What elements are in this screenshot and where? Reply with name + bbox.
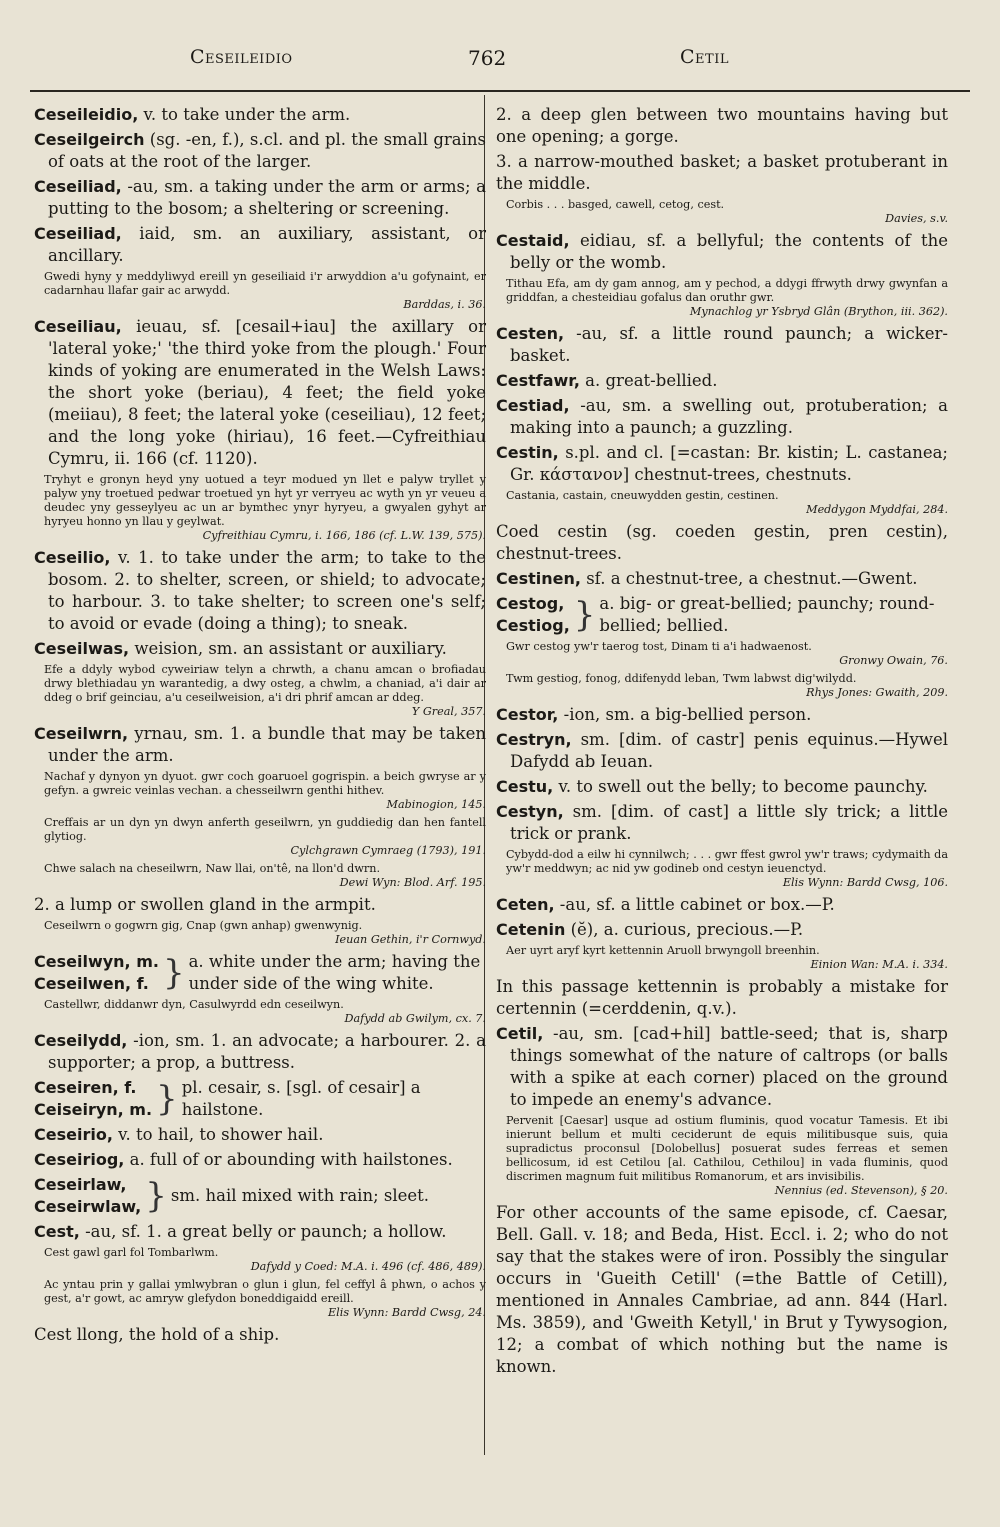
headword: Ceseilwen, f.	[34, 974, 149, 993]
headword: Cestryn,	[496, 730, 572, 749]
headword: Cestiog,	[496, 616, 570, 635]
quote-source: Elis Wynn: Bardd Cwsg, 106.	[782, 876, 948, 889]
dictionary-entry	[496, 894, 948, 916]
dictionary-entry	[496, 1023, 948, 1111]
headword: Cest,	[34, 1222, 80, 1241]
paired-headwords	[34, 1077, 152, 1121]
definition: -au, sf. a little round paunch; a wicker-basket.	[510, 324, 948, 365]
headword: Cestfawr,	[496, 371, 580, 390]
quote-text: Corbis . . . basged, cawell, cetog, cest.	[506, 198, 725, 211]
quote-source: Mabinogion, 145.	[386, 798, 486, 811]
dictionary-entry	[496, 776, 948, 798]
definition: yrnau, sm. 1. a bundle that may be taken under the arm.	[48, 724, 486, 765]
quote-source: Barddas, i. 36.	[403, 298, 486, 311]
definition: -au, sm. a swelling out, protuberation; a making into a paunch; a guzzling.	[510, 396, 948, 437]
brace: }	[573, 595, 596, 635]
quote-text: Ac yntau prin y gallai ymlwybran o glun i glun, fel ceffyl â phwn, o achos y gest, a'r gowt, ac amryw glefydon boneddigaidd ereill.	[44, 1278, 486, 1305]
definition: -au, sf. 1. a great belly or paunch; a hollow.	[79, 1222, 447, 1241]
citation-quote	[506, 198, 948, 226]
dictionary-entry	[34, 547, 486, 635]
headword: Cestor,	[496, 705, 559, 724]
quote-source: Dewi Wyn: Blod. Arf. 195.	[339, 876, 486, 889]
quote-text: Efe a ddyly wybod cyweiriaw telyn a chrwth, a chanu amcan o brofiadau drwy blethiadau yn warantedig, a dwy osteg, a chwlm, a chaniad, a'i dair ar ddeg o brif geinciau, a'u ceseilweision, a'i dri phrif amcan ar ddeg.	[44, 663, 486, 704]
quote-source: Elis Wynn: Bardd Cwsg, 24.	[328, 1306, 486, 1319]
quote-source: Meddygon Myddfai, 284.	[806, 503, 948, 516]
headword: Ceseilwyn, m.	[34, 952, 159, 971]
dictionary-entry	[496, 395, 948, 439]
headword: Ceseiliau,	[34, 317, 122, 336]
paragraph: In this passage kettennin is probably a mistake for certennin (=cerddenin, q.v.).	[496, 977, 948, 1018]
headword: Ceseiriog,	[34, 1150, 125, 1169]
quote-text: Castellwr, diddanwr dyn, Casulwyrdd edn ceseilwyn.	[44, 998, 344, 1011]
headword: Ceseilydd,	[34, 1031, 128, 1050]
headword: Ceseilwas,	[34, 639, 130, 658]
headword: Cestinen,	[496, 569, 581, 588]
definition: v. 1. to take under the arm; to take to the bosom. 2. to shelter, screen, or shield; to advocate; to harbour. 3. to take shelter; to screen one's self; to avoid or evade (doing a thing); to sneak.	[48, 548, 486, 633]
definition: -ion, sm. 1. an advocate; a harbourer. 2. a supporter; a prop, a buttress.	[48, 1031, 486, 1072]
quote-text: Tryhyt e gronyn heyd yny uotued a teyr modued yn llet e palyw tryllet y palyw yny troetued pedwar troetued yn hyt yr verryeu ac wyth yn yr veueu a deudec yny gesseylyeu ac un ar bymthec ynyr hyryeu, a gwyalen gyhyt ar hyryeu honno yn llau y geylwat.	[44, 473, 486, 528]
paragraph: 2. a deep glen between two mountains having but one opening; a gorge.	[496, 105, 948, 146]
definition: -ion, sm. a big-bellied person.	[558, 705, 812, 724]
headword: Ceseilgeirch	[34, 130, 145, 149]
quote-source: Cyfreithiau Cymru, i. 166, 186 (cf. L.W. 139, 575).	[202, 529, 486, 542]
citation-quote	[506, 944, 948, 972]
quote-text: Nachaf y dynyon yn dyuot. gwr coch goaruoel gogrispin. a beich gwryse ar y gefyn. a gwreic veinlas vechan. a chesseilwrn genthi hithev.	[44, 770, 486, 797]
definition: a. great-bellied.	[579, 371, 718, 390]
right-column	[496, 104, 948, 1381]
headword: Cestin,	[496, 443, 559, 462]
quote-source: Mynachlog yr Ysbryd Glân (Brython, iii. 362).	[689, 305, 948, 318]
quote-source: Gronwy Owain, 76.	[839, 654, 948, 667]
headword: Ceten,	[496, 895, 555, 914]
definition: (sg. -en, f.), s.cl. and pl. the small grains of oats at the root of the larger.	[48, 130, 486, 171]
definition: -au, sf. a little cabinet or box.—P.	[554, 895, 835, 914]
headword: Cestog,	[496, 594, 565, 613]
paired-entry	[34, 1077, 486, 1121]
citation-quote	[44, 1278, 486, 1320]
quote-source: Y Greal, 357.	[411, 705, 486, 718]
dictionary-entry	[34, 1149, 486, 1171]
header-rule	[30, 90, 970, 92]
dictionary-entry	[34, 1221, 486, 1243]
citation-quote	[44, 862, 486, 890]
headword: Ceseirlaw,	[34, 1175, 127, 1194]
dictionary-entry	[34, 129, 486, 173]
quote-source: Nennius (ed. Stevenson), § 20.	[774, 1184, 948, 1197]
running-head-left: Ceseileidio	[190, 46, 293, 68]
paragraph: For other accounts of the same episode, cf. Caesar, Bell. Gall. v. 18; and Beda, Hist. Eccl. i. 2; who do not say that the stakes were of iron. Possibly the singular occurs in 'Gueith Cetill' (=the Battle of Cetill), mentioned in Annales Cambriae, ad ann. 844 (Harl. Ms. 3859), and 'Gweith Ketyll,' in Brut y Tywysogion, 12; a combat of which nothing but the name is known.	[496, 1203, 948, 1376]
definition: a. full of or abounding with hailstones.	[124, 1150, 453, 1169]
quote-text: Cybydd-dod a eilw hi cynnilwch; . . . gwr ffest gwrol yw'r traws; cydymaith da yw'r meddwyn; ac nid yw godineb ond cestyn ieuenctyd.	[506, 848, 948, 875]
quote-text: Gwr cestog yw'r taerog tost, Dinam ti a'i hadwaenost.	[506, 640, 812, 653]
quote-text: Twm gestiog, fonog, ddifenydd leban, Twm labwst dig'wilydd.	[506, 672, 857, 685]
quote-source: Rhys Jones: Gwaith, 209.	[806, 686, 948, 699]
page-number: 762	[468, 46, 507, 70]
headword: Ceseiren, f.	[34, 1078, 137, 1097]
paired-headwords	[496, 593, 570, 637]
definition: iaid, sm. an auxiliary, assistant, or ancillary.	[48, 224, 486, 265]
dictionary-entry	[34, 223, 486, 267]
brace: }	[156, 1079, 178, 1119]
headword: Cesten,	[496, 324, 565, 343]
dictionary-entry	[34, 1030, 486, 1074]
dictionary-entry	[34, 723, 486, 767]
quote-text: Chwe salach na cheseilwrn, Naw llai, on'tê, na llon'd dwrn.	[44, 862, 381, 875]
citation-quote	[44, 1246, 486, 1274]
paired-entry	[34, 951, 486, 995]
dictionary-entry	[496, 919, 948, 941]
headword: Ceiseiryn, m.	[34, 1100, 153, 1119]
definition: a. big- or great-bellied; paunchy; round-bellied; bellied.	[599, 594, 935, 635]
headword: Ceseilio,	[34, 548, 111, 567]
citation-quote	[44, 816, 486, 858]
brace: }	[162, 953, 185, 993]
headword: Ceseiliad,	[34, 177, 122, 196]
paired-headwords	[34, 1174, 141, 1218]
quote-text: Aer uyrt aryf kyrt kettennin Aruoll brwyngoll breenhin.	[506, 944, 820, 957]
paired-entry	[34, 1174, 486, 1218]
dictionary-entry	[496, 230, 948, 274]
citation-quote	[506, 489, 948, 517]
dictionary-entry	[34, 104, 486, 126]
definition: eidiau, sf. a bellyful; the contents of the belly or the womb.	[510, 231, 948, 272]
dictionary-entry	[496, 442, 948, 486]
dictionary-entry	[34, 316, 486, 470]
headword: Cetenin	[496, 920, 566, 939]
definition: weision, sm. an assistant or auxiliary.	[129, 639, 447, 658]
citation-quote	[44, 998, 486, 1026]
quote-text: Creffais ar un dyn yn dwyn anferth geseilwrn, yn guddiedig dan hen fantell glytiog.	[44, 816, 486, 843]
definition: v. to swell out the belly; to become paunchy.	[553, 777, 928, 796]
quote-text: Gwedi hyny y meddyliwyd ereill yn geseiliaid i'r arwyddion a'u gofynaint, er cadarnhau llafar gair ac arwydd.	[44, 270, 486, 297]
quote-source: Davies, s.v.	[885, 212, 948, 225]
headword: Cestiad,	[496, 396, 570, 415]
headword: Ceseileidio,	[34, 105, 139, 124]
paragraph: 2. a lump or swollen gland in the armpit.	[34, 895, 376, 914]
paired-entry	[496, 593, 948, 637]
headword: Ceseirio,	[34, 1125, 113, 1144]
citation-quote	[44, 270, 486, 312]
citation-quote	[506, 640, 948, 668]
quote-source: Dafydd ab Gwilym, cx. 7.	[344, 1012, 486, 1025]
citation-quote	[506, 277, 948, 319]
definition: sm. hail mixed with rain; sleet.	[170, 1186, 430, 1205]
quote-source: Ieuan Gethin, i'r Cornwyd.	[335, 933, 486, 946]
citation-quote	[506, 1114, 948, 1198]
dictionary-entry	[496, 323, 948, 367]
quote-text: Castania, castain, cneuwydden gestin, cestinen.	[506, 489, 779, 502]
definition: sm. [dim. of castr] penis equinus.—Hywel Dafydd ab Ieuan.	[510, 730, 948, 771]
headword: Cetil,	[496, 1024, 544, 1043]
definition: v. to take under the arm.	[138, 105, 351, 124]
paragraph: Cest llong, the hold of a ship.	[34, 1325, 280, 1344]
dictionary-entry	[34, 1124, 486, 1146]
headword: Ceseiliad,	[34, 224, 122, 243]
quote-text: Tithau Efa, am dy gam annog, am y pechod, a ddygi ffrwyth drwy gwynfan a griddfan, a chesteidiau gofalus dan oruthr gwr.	[506, 277, 948, 304]
quote-text: Pervenit [Caesar] usque ad ostium fluminis, quod vocatur Tamesis. Et ibi inierunt bellum et multi ceciderunt de equis militibusque suis, quia supradictus proconsul [Dolobellus] posuerat sudes ferreas et semen bellicosum, id est Cetilou [al. Cathilou, Cethilou] in vada fluminis, quod discrimen magnum fuit militibus Romanorum, et ars invisibilis.	[506, 1114, 948, 1183]
definition: -au, sm. [cad+hil] battle-seed; that is, sharp things somewhat of the nature of caltrops (or balls with a spike at each corner) placed on the ground to impede an enemy's advance.	[510, 1024, 948, 1109]
headword: Ceseilwrn,	[34, 724, 129, 743]
definition: sm. [dim. of cast] a little sly trick; a little trick or prank.	[510, 802, 948, 843]
dictionary-entry	[496, 801, 948, 845]
citation-quote	[44, 473, 486, 543]
headword: Cestaid,	[496, 231, 570, 250]
paragraph: Coed cestin (sg. coeden gestin, pren cestin), chestnut-trees.	[496, 522, 948, 563]
definition: -au, sm. a taking under the arm or arms; a putting to the bosom; a sheltering or screening.	[48, 177, 486, 218]
definition: s.pl. and cl. [=castan: Br. kistin; L. castanea; Gr. κάστανον] chestnut-trees, chestnuts.	[510, 443, 948, 484]
headword: Cestyn,	[496, 802, 564, 821]
definition: pl. cesair, s. [sgl. of cesair] a hailstone.	[181, 1078, 421, 1119]
brace: }	[145, 1176, 167, 1216]
definition: sf. a chestnut-tree, a chestnut.—Gwent.	[580, 569, 918, 588]
definition: (ĕ), a. curious, precious.—P.	[565, 920, 804, 939]
definition: a. white under the arm; having the under side of the wing white.	[188, 952, 481, 993]
dictionary-entry	[496, 568, 948, 590]
dictionary-entry	[34, 638, 486, 660]
citation-quote	[506, 672, 948, 700]
quote-text: Cest gawl garl fol Tombarlwm.	[44, 1246, 219, 1259]
quote-source: Cylchgrawn Cymraeg (1793), 191.	[290, 844, 486, 857]
dictionary-entry	[496, 729, 948, 773]
dictionary-entry	[496, 704, 948, 726]
dictionary-entry	[34, 176, 486, 220]
quote-source: Einion Wan: M.A. i. 334.	[810, 958, 948, 971]
quote-text: Ceseilwrn o gogwrn gig, Cnap (gwn anhap) gwenwynig.	[44, 919, 363, 932]
headword: Cestu,	[496, 777, 554, 796]
citation-quote	[44, 770, 486, 812]
citation-quote	[44, 663, 486, 719]
citation-quote	[506, 848, 948, 890]
citation-quote	[44, 919, 486, 947]
quote-source: Dafydd y Coed: M.A. i. 496 (cf. 486, 489).	[250, 1260, 486, 1273]
definition: ieuau, sf. [cesail+iau] the axillary or 'lateral yoke;' 'the third yoke from the plough.' Four kinds of yoking are enumerated in the Welsh Laws: the short yoke (beriau), 4 feet; the field yoke (meiiau), 8 feet; the lateral yoke (ceseiliau), 12 feet; and the long yoke (hiriau), 16 feet.—Cyfreithiau Cymru, ii. 166 (cf. 1120).	[48, 317, 486, 468]
paragraph: 3. a narrow-mouthed basket; a basket protuberant in the middle.	[496, 152, 948, 193]
dictionary-entry	[496, 370, 948, 392]
definition: v. to hail, to shower hail.	[112, 1125, 324, 1144]
headword: Ceseirwlaw,	[34, 1197, 142, 1216]
paired-headwords	[34, 951, 159, 995]
left-column	[34, 104, 486, 1349]
running-head-right: Cetil	[680, 46, 729, 68]
